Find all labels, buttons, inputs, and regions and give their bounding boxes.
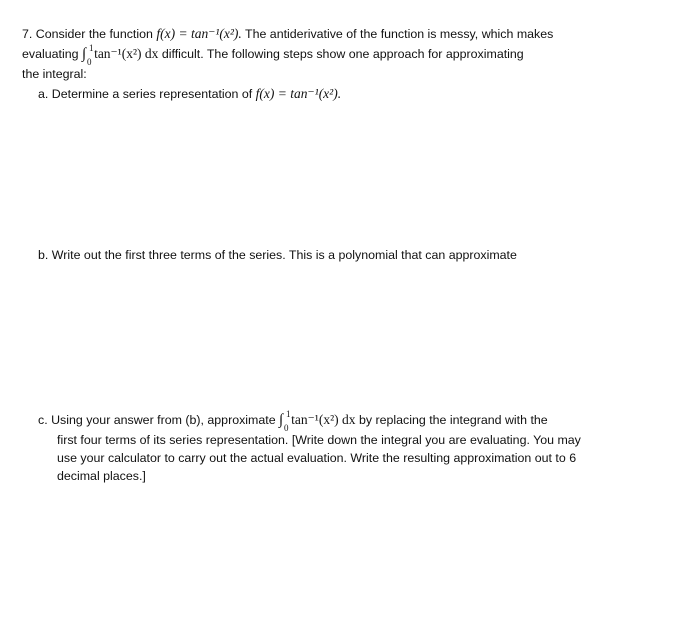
part-b-text: Write out the first three terms of the series. This is a polynomial that can approximate bbox=[51, 248, 517, 262]
part-a-label: a. bbox=[38, 87, 49, 101]
problem-number: 7. bbox=[22, 27, 33, 41]
problem-intro-1: Consider the function bbox=[35, 27, 153, 41]
problem-line-2 bbox=[22, 43, 524, 67]
part-c-line-4 bbox=[57, 467, 146, 485]
part-c-text-4: decimal places.] bbox=[57, 469, 146, 483]
part-c-text-2: first four terms of its series representation. [Write down the integral you are evaluating. You may bbox=[57, 433, 581, 447]
integral-sign-icon: ∫ 1 0 bbox=[82, 45, 86, 63]
part-a bbox=[38, 85, 341, 103]
problem-line-1 bbox=[22, 25, 553, 43]
part-c-text-3: use your calculator to carry out the actual evaluation. Write the resulting approximation out to 6 bbox=[57, 451, 577, 465]
problem-line-3 bbox=[22, 65, 87, 83]
integral-upper-limit: 1 bbox=[88, 43, 94, 53]
problem-intro-4: the integral: bbox=[22, 67, 87, 81]
integral-expression: tan⁻¹(x²) dx bbox=[94, 46, 159, 61]
part-b bbox=[38, 246, 517, 264]
part-c-text-1-pre: Using your answer from (b), approximate bbox=[51, 413, 276, 427]
integral-lower-limit: 0 bbox=[284, 423, 289, 433]
part-c-line-3 bbox=[57, 449, 576, 467]
part-c-integral-expression: tan⁻¹(x²) dx bbox=[291, 412, 356, 427]
problem-intro-3-post: difficult. The following steps show one approach for approximating bbox=[161, 47, 524, 61]
part-b-label: b. bbox=[38, 248, 49, 262]
part-c-label: c. bbox=[38, 413, 48, 427]
function-expression: f(x) = tan⁻¹(x²). bbox=[156, 26, 242, 41]
part-c-line-1 bbox=[38, 409, 548, 433]
integral-sign-icon: ∫ 1 0 bbox=[279, 411, 283, 429]
part-c-text-1-post: by replacing the integrand with the bbox=[358, 413, 548, 427]
part-a-text: Determine a series representation of bbox=[51, 87, 253, 101]
part-a-expression: f(x) = tan⁻¹(x²). bbox=[255, 86, 342, 101]
part-c-line-2 bbox=[57, 431, 581, 449]
integral-lower-limit: 0 bbox=[86, 57, 92, 67]
problem-intro-3-pre: evaluating bbox=[22, 47, 79, 61]
integral-upper-limit: 1 bbox=[286, 409, 291, 419]
problem-intro-2: The antiderivative of the function is messy, which makes bbox=[245, 27, 554, 41]
